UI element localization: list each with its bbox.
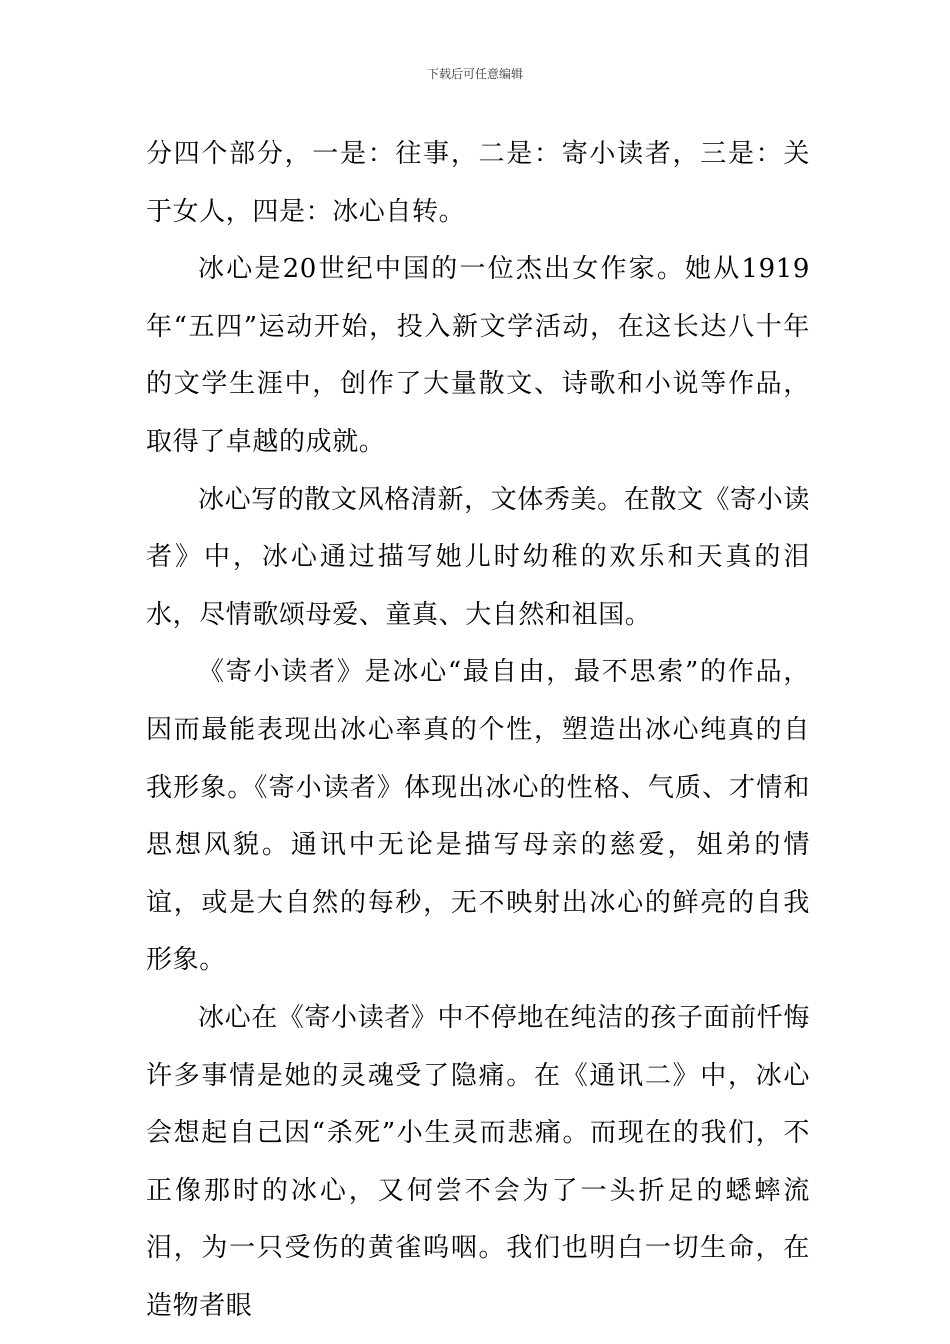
page-header: 下载后可任意编辑 [426, 67, 523, 81]
paragraph-3: 冰心写的散文风格清新，文体秀美。在散文《寄小读者》中，冰心通过描写她儿时幼稚的欢乐和天真的泪水，尽情歌颂母爱、童真、大自然和祖国。 [146, 484, 810, 630]
paragraph-2: 冰心是20世纪中国的一位杰出女作家。她从1919年“五四”运动开始，投入新文学活动，在这长达八十年的文学生涯中，创作了大量散文、诗歌和小说等作品，取得了卓越的成就。 [146, 254, 810, 457]
document-body [146, 126, 810, 1335]
paragraph-4: 《寄小读者》是冰心“最自由，最不思索”的作品，因而最能表现出冰心率真的个性，塑造出冰心纯真的自我形象。《寄小读者》体现出冰心的性格、气质、才情和思想风貌。通讯中无论是描写母亲的慈爱，姐弟的情谊，或是大自然的每秒，无不映射出冰心的鲜亮的自我形象。 [146, 657, 810, 976]
paragraph-1: 分四个部分，一是：往事，二是：寄小读者，三是：关于女人，四是：冰心自转。 [146, 139, 810, 227]
paragraph-5: 冰心在《寄小读者》中不停地在纯洁的孩子面前忏悔许多事情是她的灵魂受了隐痛。在《通讯二》中，冰心会想起自己因“杀死”小生灵而悲痛。而现在的我们，不正像那时的冰心，又何尝不会为了一头折足的蟋蟀流泪，为一只受伤的黄雀呜咽。我们也明白一切生命，在造物者眼 [146, 1002, 810, 1321]
